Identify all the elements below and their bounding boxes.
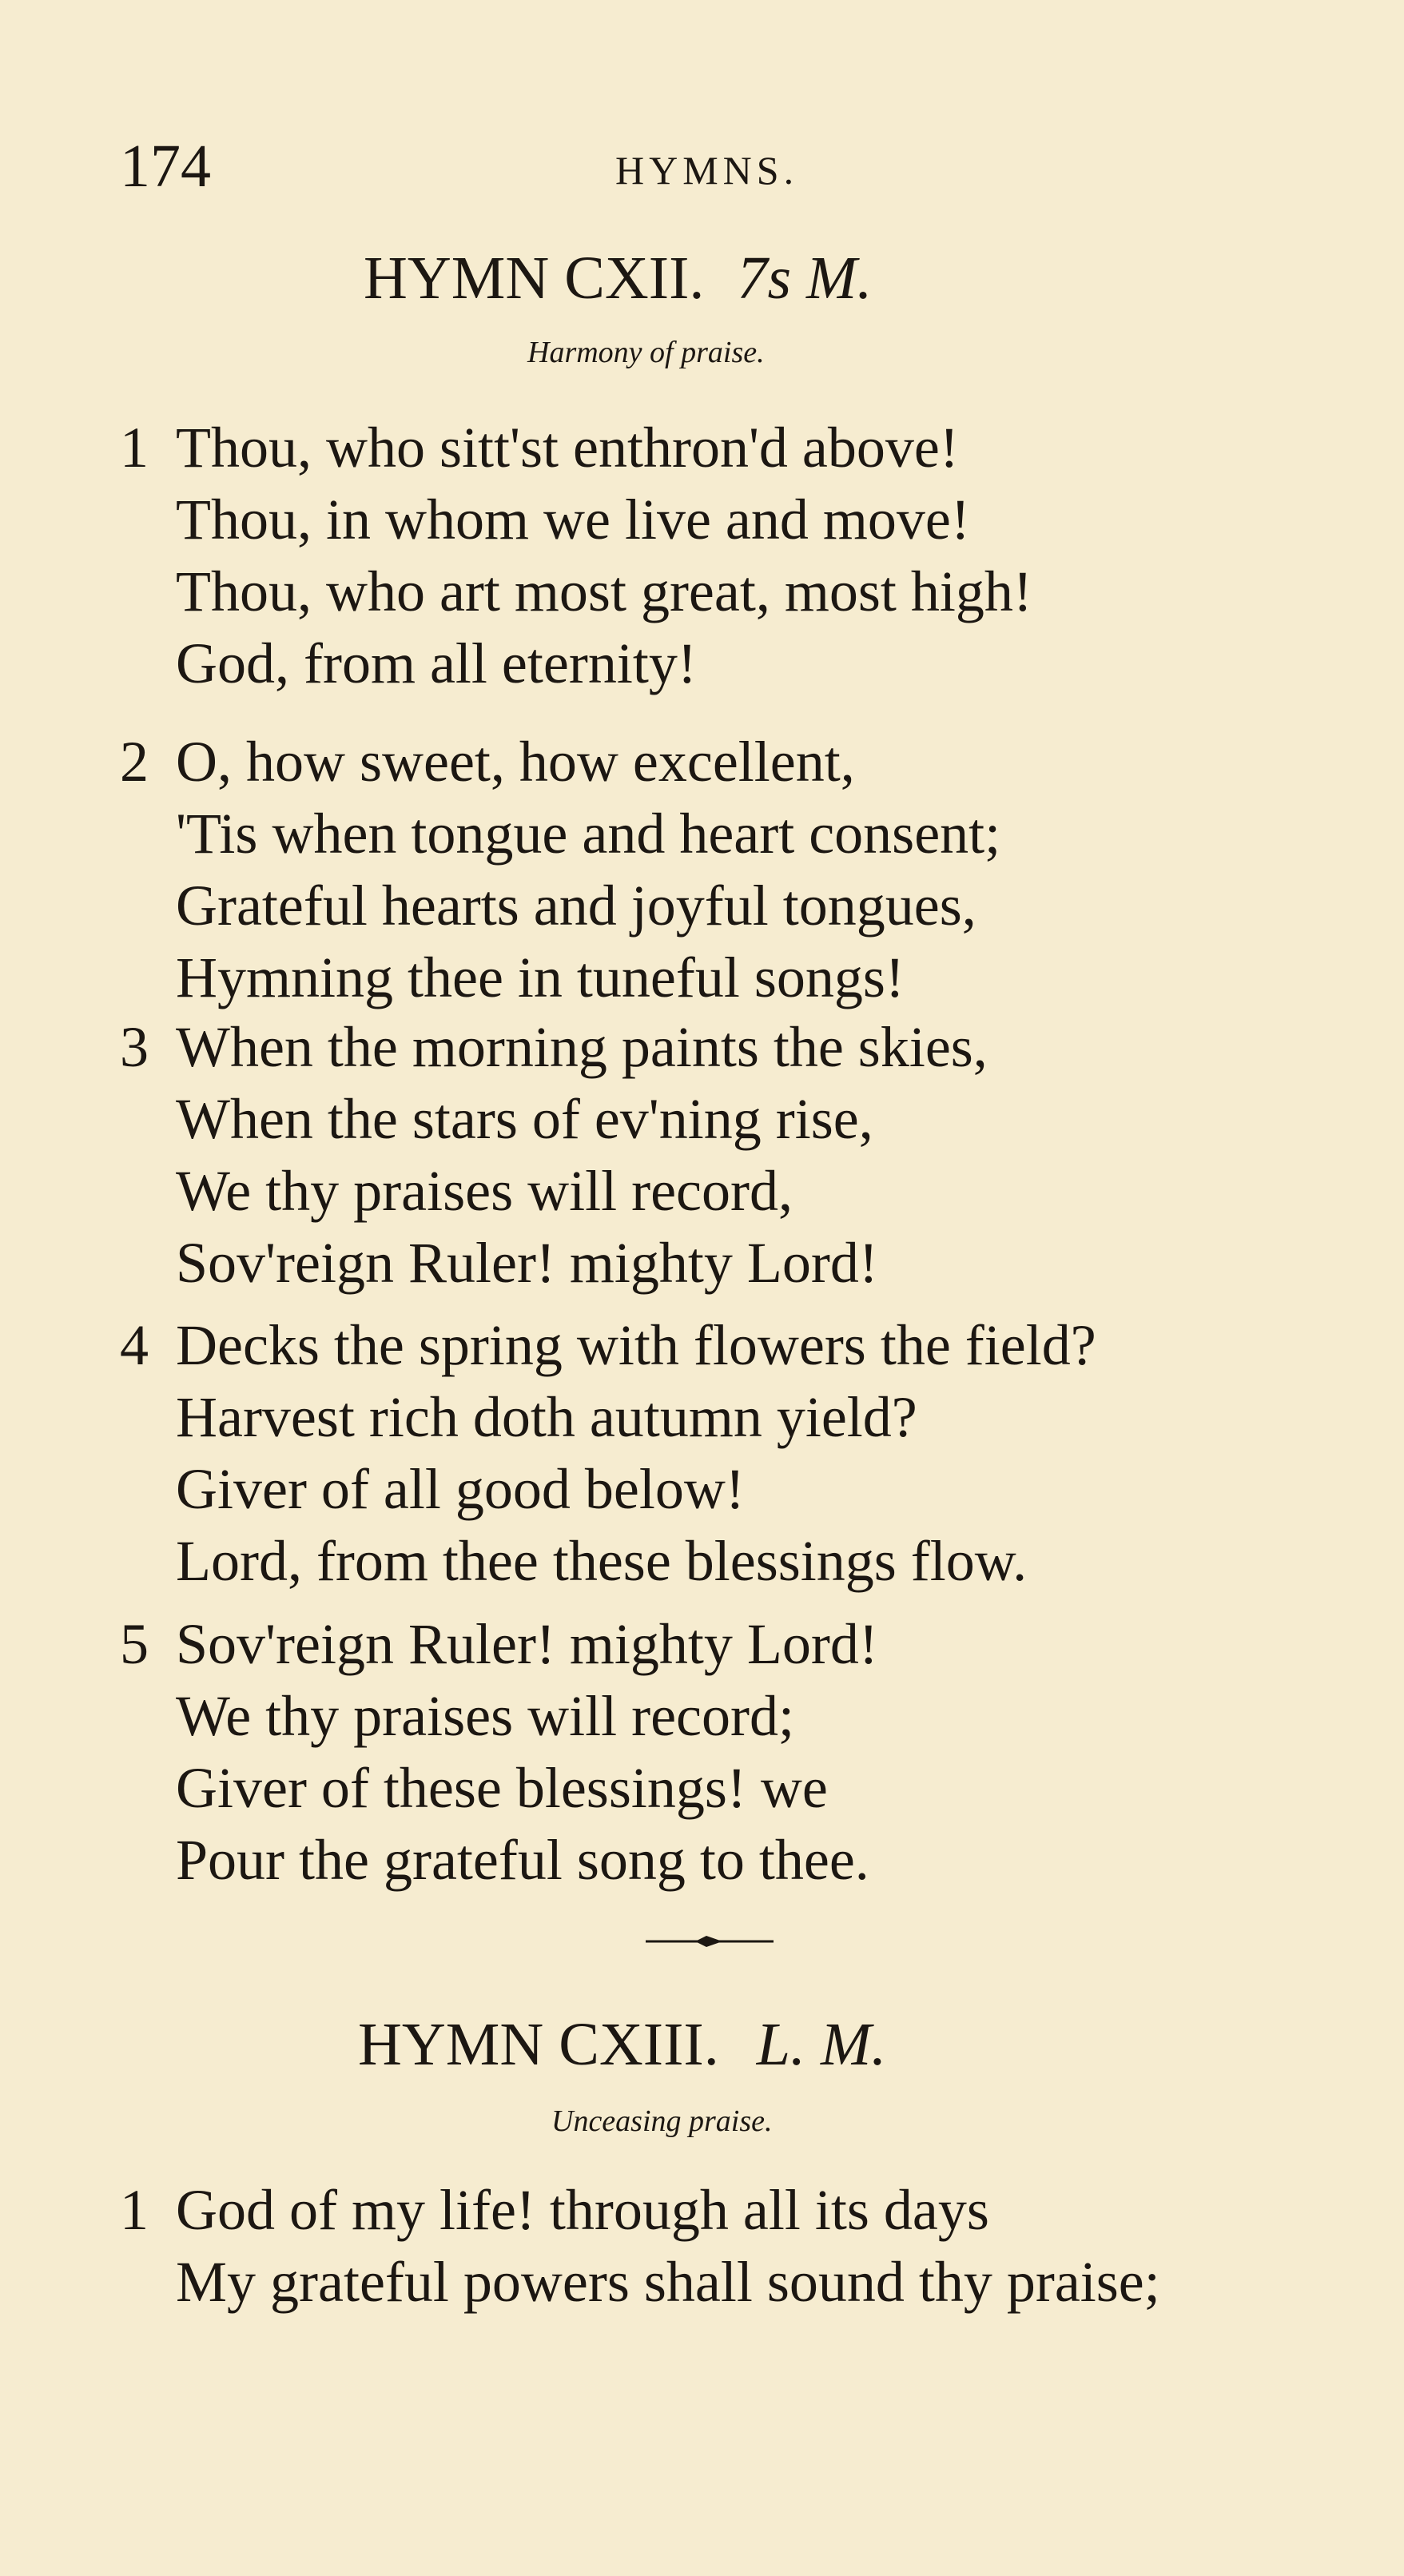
hymn-subtitle: Unceasing praise. — [551, 2104, 773, 2138]
verse-line: When the morning paints the skies, — [176, 1015, 988, 1079]
stanza-number: 1 — [120, 2178, 149, 2242]
verse-line: When the stars of ev'ning rise, — [176, 1087, 873, 1151]
verse-line: Harvest rich doth autumn yield? — [176, 1385, 917, 1449]
hymn-subtitle: Harmony of praise. — [527, 336, 765, 369]
verse-line: Thou, in whom we live and move! — [176, 488, 970, 551]
verse-line: Giver of all good below! — [176, 1457, 745, 1521]
verse-line: Thou, who sitt'st enthron'd above! — [176, 416, 959, 480]
running-head: HYMNS. — [615, 148, 799, 193]
verse-line: Sov'reign Ruler! mighty Lord! — [176, 1612, 878, 1676]
stanza-lines — [176, 1309, 1096, 1597]
hymn-title — [358, 2011, 887, 2078]
verse-line: O, how sweet, how excellent, — [176, 730, 855, 794]
verse-line: Lord, from thee these blessings flow. — [176, 1529, 1028, 1593]
verse-line: Giver of these blessings! we — [176, 1756, 828, 1820]
stanza-lines — [176, 1011, 988, 1299]
hymn-title — [364, 245, 873, 312]
verse-line: Decks the spring with flowers the field? — [176, 1313, 1096, 1377]
page-number: 174 — [120, 133, 211, 200]
verse-line: My grateful powers shall sound thy praise; — [176, 2250, 1160, 2314]
stanza-number: 1 — [120, 416, 149, 480]
verse-line: Sov'reign Ruler! mighty Lord! — [176, 1231, 878, 1295]
stanza-number: 2 — [120, 730, 149, 794]
verse-line: We thy praises will record; — [176, 1684, 794, 1748]
hymn-number: HYMN CXII. — [364, 245, 705, 312]
verse-line: 'Tis when tongue and heart consent; — [176, 802, 1001, 866]
verse-line: Hymning thee in tuneful songs! — [176, 946, 905, 1009]
stanza-lines — [176, 726, 1000, 1013]
stanza-lines — [176, 2174, 1160, 2318]
stanza-lines — [176, 1608, 878, 1896]
verse-line: Thou, who art most great, most high! — [176, 559, 1032, 623]
hymn-meter: L. M. — [756, 2011, 887, 2078]
stanza-number: 5 — [120, 1612, 149, 1676]
verse-line: Pour the grateful song to thee. — [176, 1828, 869, 1892]
hymn-meter: 7s M. — [737, 245, 873, 312]
hymn-number: HYMN CXIII. — [358, 2011, 719, 2078]
verse-line: We thy praises will record, — [176, 1159, 793, 1223]
stanza-number: 4 — [120, 1313, 149, 1377]
stanza-lines — [176, 412, 1032, 699]
stanza-number: 3 — [120, 1015, 149, 1079]
verse-line: God of my life! through all its days — [176, 2178, 989, 2242]
verse-line: God, from all eternity! — [176, 631, 697, 695]
verse-line: Grateful hearts and joyful tongues, — [176, 874, 976, 938]
divider-ornament-icon — [646, 1929, 774, 1953]
